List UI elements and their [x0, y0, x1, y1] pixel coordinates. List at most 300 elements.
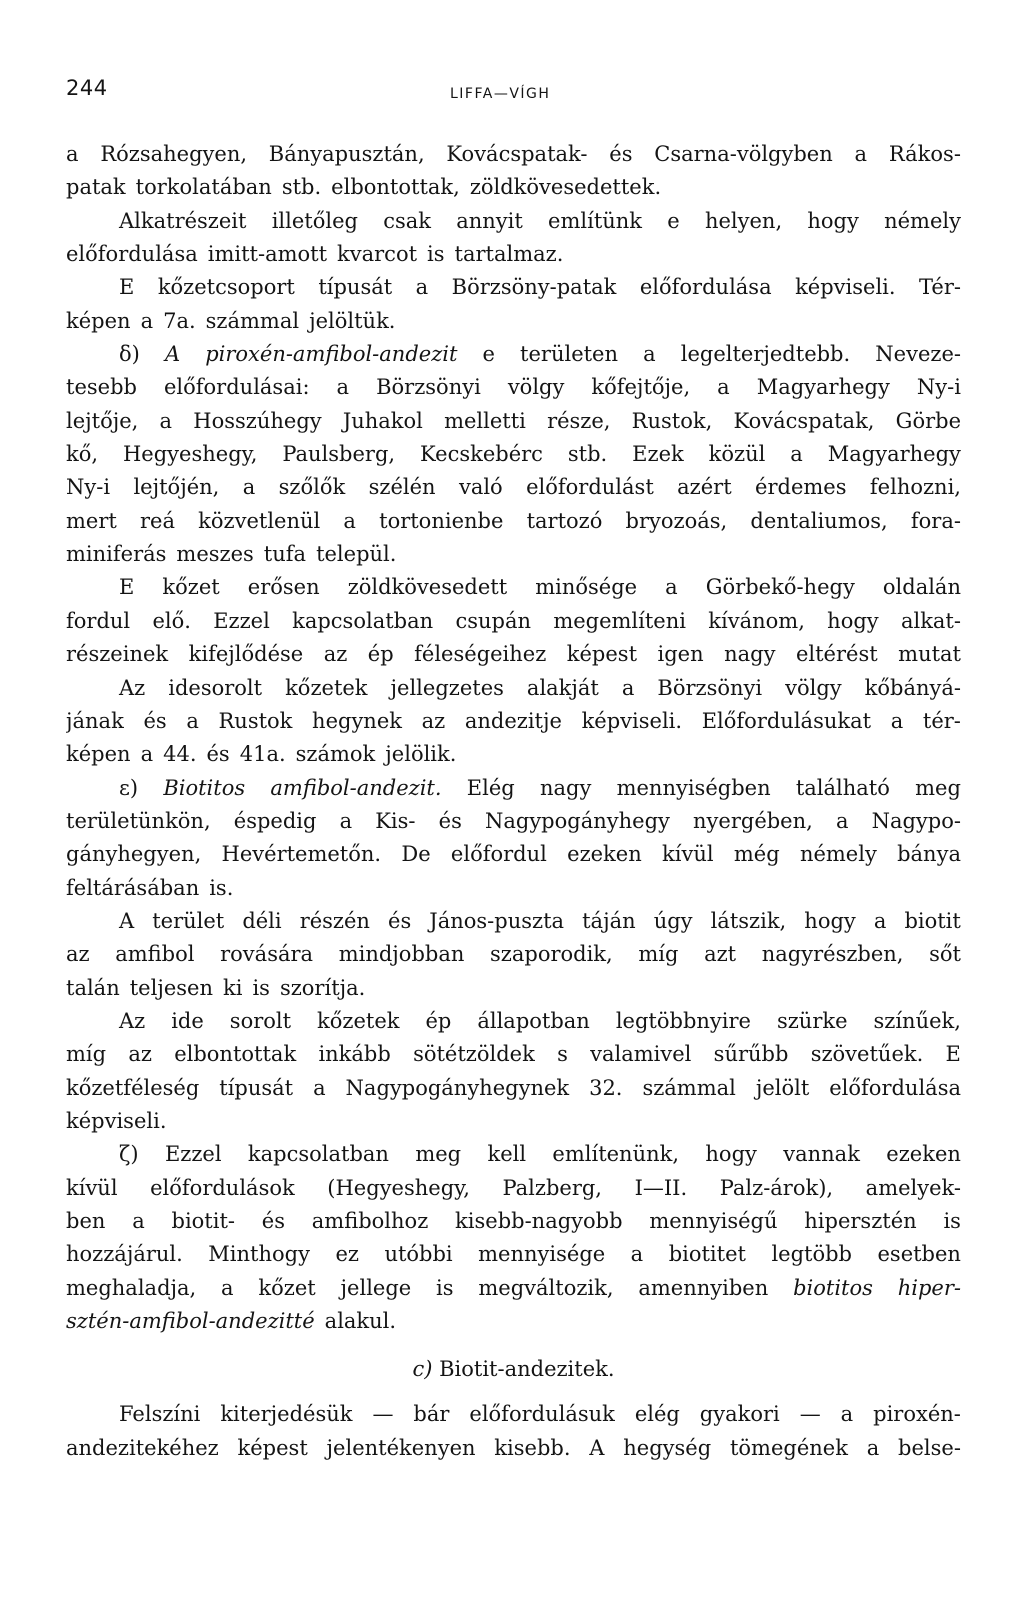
word: a [873, 908, 887, 933]
word: a [336, 375, 350, 400]
word: Ezzel [164, 1142, 222, 1167]
word: is [943, 1209, 961, 1233]
running-head: LIFFA—VÍGH [450, 86, 551, 102]
word: völgy [785, 675, 842, 700]
word: közül [708, 442, 766, 467]
word: jelölt [755, 1075, 810, 1100]
word: kell [487, 1142, 527, 1167]
word: Felszíni [119, 1402, 201, 1427]
word: a [621, 675, 635, 700]
word: tartozó [526, 508, 603, 533]
word: hiper- [897, 1275, 961, 1300]
word: kőzet [258, 1275, 316, 1300]
word: stb. [567, 442, 608, 467]
word: található [795, 775, 890, 800]
word: Biotitos [163, 775, 246, 800]
word: tér- [922, 708, 961, 733]
word: Juhakol [342, 408, 423, 433]
word: Az [119, 1008, 146, 1033]
word: mennyiségű [649, 1209, 778, 1233]
word: tartalmaz. [454, 242, 564, 267]
word: csupán [455, 608, 532, 633]
word: fora- [910, 508, 961, 533]
word: való [458, 475, 503, 500]
word: Hosszúhegy [193, 408, 322, 433]
word: amfibol [115, 942, 195, 967]
word: a [415, 275, 429, 300]
word: hegynek [312, 708, 402, 733]
word: szélén [368, 475, 436, 500]
word: míg [638, 942, 679, 967]
text-line [66, 1038, 961, 1071]
word: és [388, 908, 412, 933]
word: a [890, 708, 904, 733]
word: míg [66, 1042, 107, 1067]
word: Ezzel [213, 608, 270, 633]
word: kőzet [162, 575, 220, 600]
word: belse- [898, 1435, 961, 1460]
word: csak [383, 208, 431, 233]
text-line [66, 672, 961, 705]
word: E [119, 575, 135, 600]
word: Rákos- [888, 142, 961, 166]
word: mert [66, 508, 117, 533]
word: jának [66, 708, 124, 733]
word: képviseli. [66, 1108, 167, 1133]
word: az [323, 642, 348, 667]
text-line [66, 1138, 961, 1171]
text-line [66, 905, 961, 938]
word: 7a. [163, 308, 196, 333]
word: Palz-árok), [719, 1175, 834, 1200]
word: minősége [535, 575, 638, 600]
word: alkat- [900, 608, 961, 633]
text-line [66, 405, 961, 438]
word: Börzsönyi [657, 675, 763, 700]
text-line [66, 838, 961, 871]
word: képest [237, 1435, 308, 1460]
word: 32. [589, 1075, 623, 1100]
word: stb. [281, 175, 322, 200]
word: kiterjedésük [220, 1402, 353, 1427]
word: és [261, 1209, 285, 1233]
word: hogy [804, 908, 856, 933]
word: kisebb. [494, 1435, 571, 1460]
word: hogy [705, 1142, 757, 1167]
word: Nagypogányhegy [484, 808, 670, 833]
word: a [339, 808, 353, 833]
word: s [557, 1042, 568, 1067]
word: I—II. [634, 1175, 688, 1200]
word: kívül [662, 842, 714, 867]
word: amelyek- [865, 1175, 961, 1200]
word: imitt-amott [207, 242, 328, 267]
word: táján [582, 908, 636, 933]
word: a [835, 808, 849, 833]
word: kifejlődése [188, 642, 304, 667]
word: azt [704, 942, 737, 967]
word: helyen, [704, 208, 783, 233]
word: kapcsolatban [247, 1142, 389, 1167]
word: előfordulása [66, 242, 198, 267]
text-line [66, 1072, 961, 1105]
word: reá [140, 508, 175, 533]
word: a [66, 142, 79, 166]
text-line [66, 1238, 961, 1271]
word: valamivel [590, 1042, 692, 1067]
word: nagy [724, 642, 776, 667]
word: állapotban [477, 1008, 590, 1033]
word: is [436, 1275, 454, 1300]
word: lejtője, [66, 408, 139, 433]
word: ezeken [886, 1142, 961, 1167]
word: látszik, [710, 908, 787, 933]
text-line [66, 805, 961, 838]
word: e [667, 208, 680, 233]
word: közvetlenül [198, 508, 321, 533]
word: ép [425, 1008, 452, 1033]
word: azért [677, 475, 732, 500]
word: bár [413, 1402, 450, 1427]
word: Ny-i [916, 375, 961, 400]
word: legtöbb [771, 1242, 852, 1267]
word: Börzsönyi [376, 375, 481, 400]
word: legtöbbnyire [615, 1008, 751, 1033]
word: területünkön, [66, 808, 211, 833]
word: hogy [807, 208, 859, 233]
word: szaporodik, [490, 942, 613, 967]
text-line [66, 138, 961, 171]
word: és [609, 142, 633, 166]
word: nagy [539, 775, 592, 800]
text-line [66, 505, 961, 538]
word: előfordulásai: [163, 375, 310, 400]
word: szürke [776, 1008, 848, 1033]
word: feltárásában [66, 875, 200, 900]
word: és [143, 708, 167, 733]
word: felhozni, [869, 475, 961, 500]
word: A [164, 342, 181, 367]
word: kőzetféleség [66, 1075, 200, 1100]
word: ide [171, 1008, 204, 1033]
word: megemlíteni [553, 608, 686, 633]
word: ki [223, 975, 243, 1000]
word: mennyisége [478, 1242, 606, 1267]
word: Csarna-völgyben [654, 142, 833, 166]
word: ezeken [567, 842, 642, 867]
word: úgy [653, 908, 693, 933]
word: (Hegyeshegy, [327, 1175, 470, 1200]
word: De [401, 842, 431, 867]
word: inkább [318, 1042, 391, 1067]
text-line [66, 305, 961, 338]
word: hegység [623, 1435, 712, 1460]
page-header [66, 76, 960, 106]
word: E [945, 1042, 961, 1067]
word: előfordulása [829, 1075, 961, 1100]
text-line [66, 538, 961, 571]
word: még [733, 842, 780, 867]
word: alakját [526, 675, 599, 700]
word: előfordulást [526, 475, 654, 500]
word: völgy [507, 375, 565, 400]
word: számok [295, 742, 376, 767]
word: területen [520, 342, 619, 367]
word: — [372, 1402, 394, 1427]
word: elő. [152, 608, 191, 633]
word: jellege [340, 1275, 412, 1300]
word: miniferás [66, 542, 167, 567]
word: Palzberg, [502, 1175, 602, 1200]
word: vannak [783, 1142, 860, 1167]
word: kvarcot [337, 242, 418, 267]
word: sőt [929, 942, 961, 967]
word: esetben [877, 1242, 961, 1267]
word: előfordulásuk [469, 1402, 615, 1427]
word: számmal [642, 1075, 736, 1100]
word: kapcsolatban [292, 608, 434, 633]
word: némely [799, 842, 877, 867]
word: a [242, 475, 256, 500]
word: Ezek [632, 442, 684, 467]
text-line [66, 705, 961, 738]
word: Tér- [919, 275, 961, 300]
word: hipersztén [804, 1209, 917, 1233]
word: illetőleg [271, 208, 358, 233]
word: Görbe [895, 408, 961, 433]
word: piroxén- [873, 1402, 961, 1427]
word: Börzsöny-patak [451, 275, 617, 300]
word: biotitet [668, 1242, 746, 1267]
word: idesorolt [168, 675, 263, 700]
word: kívül [66, 1175, 118, 1200]
word: meszes [176, 542, 254, 567]
word: gyakori [699, 1402, 780, 1427]
word: eltérést [795, 642, 878, 667]
word: elbontottak [174, 1042, 297, 1067]
word: János-puszta [429, 908, 565, 933]
word: a [343, 508, 356, 533]
word: kőzetek [317, 1008, 400, 1033]
word: számmal [205, 308, 300, 333]
word: a [630, 1242, 644, 1267]
word: féleségeihez [414, 642, 547, 667]
word: melletti [444, 408, 526, 433]
text-line [66, 772, 961, 805]
word: színűek, [873, 1008, 961, 1033]
word: andezitje [464, 708, 562, 733]
word: Az [119, 675, 146, 700]
word: említünk [548, 208, 643, 233]
word: Magyarhegy [756, 375, 890, 400]
word: az [128, 1042, 152, 1067]
word: része, [547, 408, 611, 433]
text-line [66, 1105, 961, 1138]
word: előfordulások [150, 1175, 295, 1200]
word: képviseli. [581, 708, 683, 733]
word: a [159, 408, 173, 433]
word: éspedig [233, 808, 317, 833]
word: biotit [904, 908, 961, 933]
word: megváltozik, [478, 1275, 614, 1300]
word: Ny-i [66, 475, 111, 500]
word: tufa [263, 542, 307, 567]
word: említenünk, [552, 1142, 680, 1167]
word: legelterjedtebb. [680, 342, 851, 367]
word: e [482, 342, 495, 367]
word: is [252, 975, 270, 1000]
word: biotit- [171, 1209, 235, 1233]
word: Kis- [375, 808, 416, 833]
word: δ) [119, 342, 140, 367]
word: a [643, 342, 656, 367]
word: Kovácspatak, [733, 408, 875, 433]
word: részeinek [66, 642, 169, 667]
word: patak [66, 175, 126, 200]
word: utóbbi [384, 1242, 453, 1267]
word: A [119, 908, 135, 933]
word: — [799, 1402, 821, 1427]
word: Nagypogányhegynek [345, 1075, 570, 1100]
word: képen [66, 742, 131, 767]
text-line [66, 1272, 961, 1305]
word: tesebb [66, 375, 137, 400]
word: kisebb-nagyobb [455, 1209, 623, 1233]
word: oldalán [882, 575, 961, 600]
word: Rustok, [631, 408, 713, 433]
word: alakul. [324, 1309, 397, 1334]
word: előfordulása [639, 275, 772, 300]
word: jelöltük. [309, 308, 396, 333]
word: az [66, 942, 90, 967]
word: Görbekő-hegy [705, 575, 855, 600]
word: a [717, 375, 730, 400]
word: Minthogy [208, 1242, 310, 1267]
word: Előfordulásukat [701, 708, 872, 733]
word: meg [915, 775, 961, 800]
text-line [66, 205, 961, 238]
word: képest [566, 642, 638, 667]
word: mennyiségben [616, 775, 771, 800]
text-line [66, 238, 961, 271]
word: ép [367, 642, 394, 667]
word: amfibolhoz [311, 1209, 429, 1233]
word: az [421, 708, 446, 733]
word: fordul [66, 608, 131, 633]
word: Alkatrészeit [119, 208, 247, 233]
word: mindjobban [338, 942, 465, 967]
text-line [66, 1205, 961, 1238]
word: a [186, 708, 199, 733]
word: elég [634, 1402, 680, 1427]
word: Biotit-andezitek. [439, 1357, 615, 1382]
text-line [66, 638, 961, 671]
text-line [66, 738, 961, 771]
word: típusát [219, 1075, 294, 1100]
word: a [665, 575, 678, 600]
word: előfordul [450, 842, 547, 867]
word: kőzetek [285, 675, 368, 700]
word: Kovácspatak- [446, 142, 588, 166]
word: a [221, 1275, 234, 1300]
word: c) [412, 1357, 433, 1382]
word: a [854, 142, 868, 166]
text-line [66, 1398, 961, 1431]
word: Rózsahegyen, [100, 142, 248, 166]
word: a [313, 1075, 326, 1100]
word: andezitekéhez [66, 1435, 219, 1460]
word: mutat [898, 642, 961, 667]
text-line [66, 1348, 961, 1390]
word: ben [66, 1209, 106, 1233]
word: dentaliumos, [750, 508, 888, 533]
word: torkolatában [135, 175, 272, 200]
word: A [589, 1435, 605, 1460]
word: kő, [66, 442, 99, 467]
text-line [66, 1305, 961, 1338]
word: a [140, 742, 154, 767]
word: amennyiben [638, 1275, 769, 1300]
word: Rustok [218, 708, 293, 733]
word: a [132, 1209, 145, 1233]
word: Kecskebérc [420, 442, 543, 467]
text-line [66, 938, 961, 971]
word: bryozoás, [625, 508, 728, 533]
word: annyit [456, 208, 523, 233]
text-line [66, 571, 961, 604]
word: Hevértemetőn. [221, 842, 382, 867]
word: biotitos [793, 1275, 873, 1300]
text-line [66, 972, 961, 1005]
word: talán [66, 975, 120, 1000]
word: déli [242, 908, 282, 933]
word: kőzetcsoport [157, 275, 295, 300]
word: a [790, 442, 803, 467]
text-line [66, 438, 961, 471]
word: tömegének [729, 1435, 848, 1460]
word: igen [657, 642, 704, 667]
word: hogy [827, 608, 879, 633]
word: gányhegyen, [66, 842, 202, 867]
word: hozzájárul. [66, 1242, 183, 1267]
word: meghaladja, [66, 1275, 197, 1300]
text-line [66, 872, 961, 905]
text-line [66, 271, 961, 304]
word: ez [335, 1242, 359, 1267]
text-line [66, 1172, 961, 1205]
word: amfibol-andezit. [270, 775, 442, 800]
text-line [66, 605, 961, 638]
word: terület [152, 908, 225, 933]
word: szövetűek. [810, 1042, 924, 1067]
word: 41a. [239, 742, 286, 767]
word: szőlők [278, 475, 346, 500]
text-line [66, 1432, 961, 1465]
word: sorolt [229, 1008, 292, 1033]
word: típusát [318, 275, 393, 300]
word: jelentékenyen [326, 1435, 476, 1460]
word: képviseli. [795, 275, 896, 300]
word: lejtőjén, [133, 475, 220, 500]
word: Elég [466, 775, 515, 800]
word: Neveze- [875, 342, 961, 367]
word: 44. [163, 742, 197, 767]
word: a [140, 308, 154, 333]
word: és [438, 808, 462, 833]
word: részén [299, 908, 370, 933]
word: teljesen [129, 975, 213, 1000]
word: jelölik. [385, 742, 457, 767]
